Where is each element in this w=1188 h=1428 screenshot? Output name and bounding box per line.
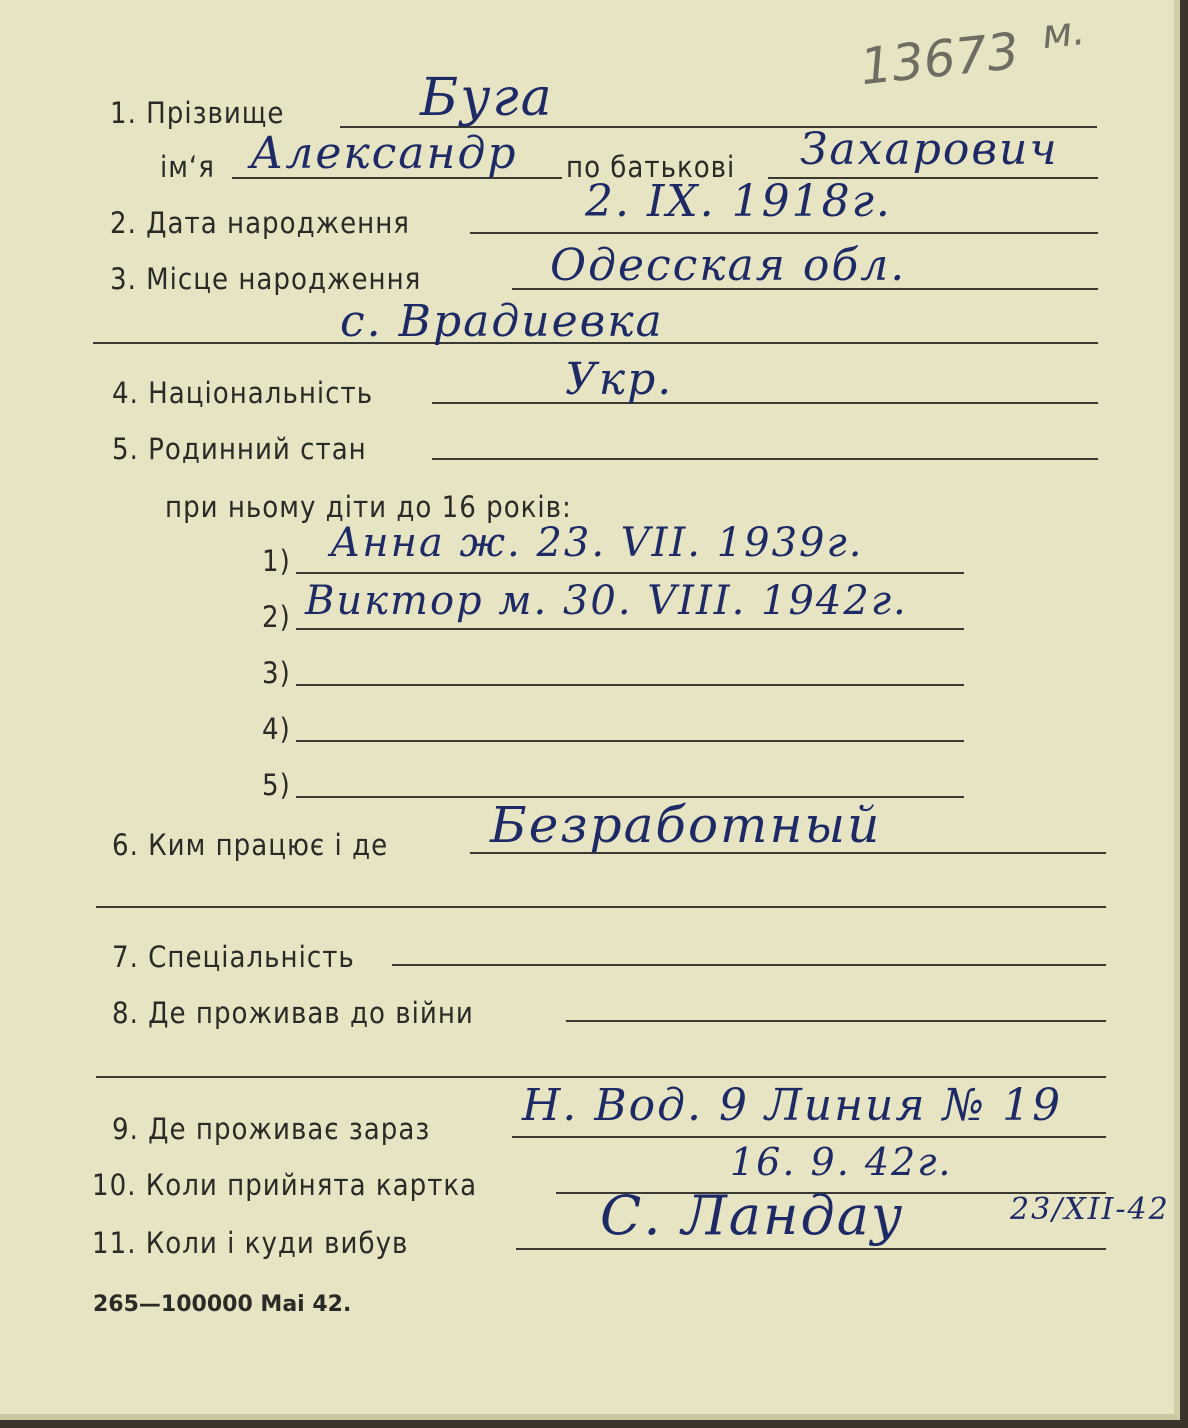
birthplace-label: 3. Місце народження — [110, 262, 422, 296]
left-value: С. Ландау — [600, 1184, 905, 1247]
family-label: 5. Родинний стан — [112, 432, 367, 466]
child-4-num: 4) — [262, 712, 291, 746]
surname-value: Буга — [420, 68, 554, 128]
child-1-value: Анна ж. 23. VII. 1939г. — [330, 520, 864, 566]
work-value: Безработный — [490, 796, 882, 854]
prewar-line — [566, 1020, 1106, 1022]
prewar-label: 8. Де проживав до війни — [112, 996, 474, 1030]
surname-label: 1. Прізвище — [110, 96, 285, 130]
child-5-num: 5) — [262, 768, 291, 802]
name-label: ім‘я — [160, 150, 215, 184]
current-value: Н. Вод. 9 Линия № 19 — [522, 1080, 1063, 1131]
child-1-line — [296, 572, 964, 574]
current-label: 9. Де проживає зараз — [112, 1112, 431, 1146]
child-2-line — [296, 628, 964, 630]
archive-letter: м. — [1039, 7, 1088, 59]
nationality-value: Укр. — [565, 354, 674, 405]
accepted-value: 16. 9. 42г. — [730, 1140, 953, 1184]
birthdate-label: 2. Дата народження — [110, 206, 410, 240]
patronymic-value: Захарович — [800, 124, 1059, 175]
specialty-line — [392, 964, 1106, 966]
child-4-line — [296, 740, 964, 742]
nationality-line — [432, 402, 1098, 404]
accepted-label: 10. Коли прийнята картка — [92, 1168, 478, 1202]
current-line — [512, 1136, 1106, 1138]
prewar-line-2 — [96, 1076, 1106, 1078]
nationality-label: 4. Національність — [112, 376, 374, 410]
left-label: 11. Коли і куди вибув — [92, 1226, 409, 1260]
work-line-2 — [96, 906, 1106, 908]
child-3-num: 3) — [262, 656, 291, 690]
birthdate-value: 2. IX. 1918г. — [585, 176, 892, 227]
left-date-value: 23/XII-42 — [1010, 1192, 1170, 1227]
specialty-label: 7. Спеціальність — [112, 940, 355, 974]
children-label: при ньому діти до 16 років: — [165, 490, 572, 524]
archive-number: 13673 — [857, 21, 1022, 97]
birthplace-value-2: с. Врадиевка — [340, 296, 664, 347]
left-line — [516, 1248, 1106, 1250]
name-value: Александр — [250, 128, 518, 179]
birthdate-line — [470, 232, 1098, 234]
patronymic-label: по батькові — [566, 150, 736, 184]
birthplace-value-1: Одесская обл. — [550, 240, 907, 291]
child-1-num: 1) — [262, 544, 291, 578]
family-line — [432, 458, 1098, 460]
print-mark: 265—100000 Mai 42. — [93, 1292, 352, 1317]
child-2-value: Виктор м. 30. VIII. 1942г. — [305, 578, 908, 624]
work-label: 6. Ким працює і де — [112, 828, 389, 862]
child-2-num: 2) — [262, 600, 291, 634]
child-3-line — [296, 684, 964, 686]
